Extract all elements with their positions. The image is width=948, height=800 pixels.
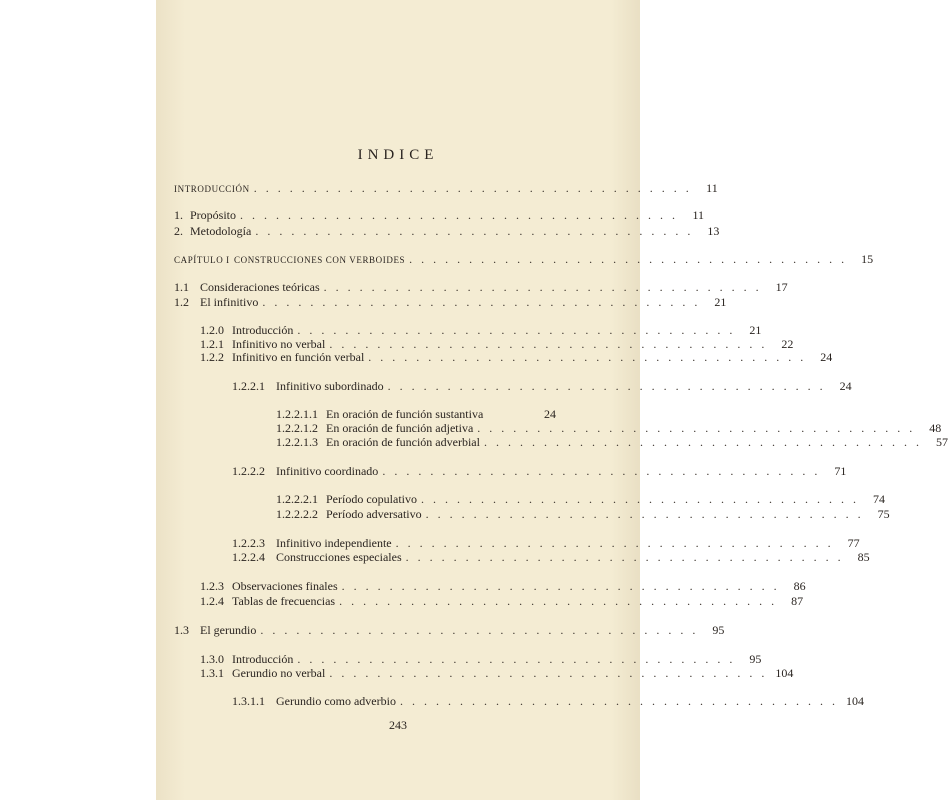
toc-entry-label: CONSTRUCCIONES CON VERBOIDES <box>234 255 406 265</box>
toc-entry-label: Período copulativo <box>326 492 417 506</box>
page-title: INDICE <box>357 147 439 163</box>
toc-entry-label: En oración de función sustantiva <box>326 407 484 421</box>
leader-dots: . . . . . . . . . . . . . . . . . . . . . . . . . . . . . . . . . . . . . <box>329 337 768 351</box>
leader-dots: . . . . . . . . . . . . . . . . . . . . . . . . . . . . . . . . . . . . . <box>395 536 834 550</box>
toc-entry-page: 95 <box>712 623 725 637</box>
toc-entry <box>174 208 705 222</box>
leader-dots: . . . . . . . . . . . . . . . . . . . . . . . . . . . . . . . . . . . . . <box>297 652 736 666</box>
toc-entry-page: 57 <box>935 435 948 449</box>
toc-entry-label: Infinitivo independiente <box>276 536 392 550</box>
leader-dots: . . . . . . . . . . . . . . . . . . . . . . . . . . . . . . . . . . . . . <box>262 295 701 309</box>
toc-entry-number: 1.2 <box>174 295 189 309</box>
toc-entry-page: 21 <box>749 323 762 337</box>
leader-dots: . . . . . . . . . . . . . . . . . . . . . . . . . . . . . . . . . . . . . <box>409 252 848 266</box>
leader-dots: . . . . . . . . . . . . . . . . . . . . . . . . . . . . . . . . . . . . . <box>240 208 679 222</box>
toc-entry <box>276 492 885 506</box>
toc-entry-number: 1.2.2.1.3 <box>276 435 318 449</box>
toc-entry-number: 1.2.2.1 <box>232 379 265 393</box>
toc-entry-label: Infinitivo coordinado <box>276 464 379 478</box>
toc-entry-label: Introducción <box>232 323 294 337</box>
leader-dots: . . . . . . . . . . . . . . . . . . . . . . . . . . . . . . . . . . . . . <box>341 579 780 593</box>
toc-entry-page: 11 <box>706 181 718 195</box>
toc-entry-number: 2. <box>174 224 183 238</box>
toc-entry-page: 75 <box>877 507 890 521</box>
toc-entry-number: 1.2.2.1.1 <box>276 407 318 421</box>
leader-dots: . . . . . . . . . . . . . . . . . . . . . . . . . . . . . . . . . . . . . <box>253 181 692 195</box>
toc-entry <box>232 536 860 550</box>
toc-entry-page: 104 <box>845 694 864 708</box>
toc-entry-number: 1.1 <box>174 280 189 294</box>
leader-dots: . . . . . . . . . . . . . . . . . . . . . . . . . . . . . . . . . . . . . <box>425 507 864 521</box>
toc-entry-label: Metodología <box>190 224 252 238</box>
toc-entry-page: 21 <box>714 295 727 309</box>
leader-dots: . . . . . . . . . . . . . . . . . . . . . . . . . . . . . . . . . . . . . <box>477 421 916 435</box>
toc-entry-label: En oración de función adjetiva <box>326 421 474 435</box>
leader-dots: . . . . . . . . . . . . . . . . . . . . . . . . . . . . . . . . . . . . . <box>420 492 859 506</box>
toc-entry-page: 24 <box>820 350 833 364</box>
toc-entry-page: 24 <box>839 379 852 393</box>
toc-entry <box>174 181 718 195</box>
leader-dots: . . . . . . . . . . . . . . . . . . . . . . . . . . . . . . . . . . . . . <box>382 464 821 478</box>
toc-entry-label: Infinitivo en función verbal <box>232 350 365 364</box>
toc-entry-label: Consideraciones teóricas <box>200 280 320 294</box>
toc-entry <box>200 652 762 666</box>
leader-dots: . . . . . . . . . . . . . . . . . . . . . . . . . . . . . . . . . . . . . <box>339 594 778 608</box>
toc-entry-number: 1.3 <box>174 623 189 637</box>
toc-entry-page: 17 <box>775 280 788 294</box>
toc-entry-number: 1. <box>174 208 183 222</box>
toc-entry-label: En oración de función adverbial <box>326 435 480 449</box>
toc-entry-label: Introducción <box>232 652 294 666</box>
toc-entry-number: 1.2.2.2.2 <box>276 507 318 521</box>
toc-entry <box>200 594 804 608</box>
toc-entry-number: CAPÍTULO I <box>174 255 230 265</box>
toc-entry-page: 71 <box>834 464 847 478</box>
toc-entry <box>174 295 727 309</box>
toc-entry-label: Gerundio no verbal <box>232 666 326 680</box>
toc-entry <box>232 464 847 478</box>
toc-entry-number: 1.2.2.2 <box>232 464 265 478</box>
leader-dots: . . . . . . . . . . . . . . . . . . . . . . . . . . . . . . . . . . . . . <box>483 435 922 449</box>
toc-entry <box>232 694 864 708</box>
toc-entry-number: 1.2.4 <box>200 594 224 608</box>
toc-entry <box>200 350 833 364</box>
toc-entry-label: Infinitivo no verbal <box>232 337 326 351</box>
toc-entry-number: 1.2.0 <box>200 323 224 337</box>
toc-entry-page: 74 <box>872 492 885 506</box>
toc-entry-number: 1.2.1 <box>200 337 224 351</box>
toc-entry <box>200 323 762 337</box>
toc-entry-label: El infinitivo <box>200 295 259 309</box>
toc-entry <box>174 224 720 238</box>
toc-entry-page: 77 <box>847 536 860 550</box>
leader-dots: . . . . . . . . . . . . . . . . . . . . . . . . . . . . . . . . . . . . . <box>260 623 699 637</box>
leader-dots: . . . . . . . . . . . . . . . . . . . . . . . . . . . . . . . . . . . . . <box>387 379 826 393</box>
toc-entry <box>174 280 788 294</box>
leader-dots: . . . . . . . . . . . . . . . . . . . . . . . . . . . . . . . . . . . . . <box>368 350 807 364</box>
toc-entry <box>200 666 794 680</box>
toc-entry-label: Observaciones finales <box>232 579 338 593</box>
toc-entry-page: 86 <box>793 579 806 593</box>
toc-entry <box>200 337 794 351</box>
leader-dots: . . . . . . . . . . . . . . . . . . . . . . . . . . . . . . . . . . . . . <box>399 694 838 708</box>
toc-entry <box>276 507 890 521</box>
toc-entry-number: 1.2.2.1.2 <box>276 421 318 435</box>
book-page <box>156 0 948 800</box>
toc-entry-number: 1.2.2 <box>200 350 224 364</box>
toc-entry <box>174 252 874 266</box>
toc-entry <box>276 421 942 435</box>
toc-entry-label: Infinitivo subordinado <box>276 379 384 393</box>
toc-entry-page: 85 <box>857 550 870 564</box>
toc-entry-label: Propósito <box>190 208 237 222</box>
toc-entry <box>276 407 556 421</box>
leader-dots: . . . . . . . . . . . . . . . . . . . . . . . . . . . . . . . . . . . . . <box>405 550 844 564</box>
toc-entry-label: Tablas de frecuencias <box>232 594 336 608</box>
toc-entry <box>232 379 852 393</box>
toc-entry <box>174 623 725 637</box>
toc-entry <box>276 435 948 449</box>
leader-dots: . . . . . . . . . . . . . . . . . . . . . . . . . . . . . . . . . . . . . <box>329 666 768 680</box>
toc-entry-page: 48 <box>929 421 942 435</box>
toc-entry-page: 15 <box>861 252 874 266</box>
toc-entry-page: 11 <box>692 208 705 222</box>
leader-dots: . . . . . . . . . . . . . . . . . . . . . . . . . . . . . . . . . . . . . <box>255 224 694 238</box>
toc-entry <box>232 550 870 564</box>
leader-dots: . . . . . . . . . . . . . . . . . . . . . . . . . . . . . . . . . . . . . <box>297 323 736 337</box>
toc-entry-number: 1.3.1.1 <box>232 694 265 708</box>
toc-entry-page: 13 <box>707 224 720 238</box>
leader-dots: . . . . . . . . . . . . . . . . . . . . . . . . . . . . . . . . . . . . . <box>323 280 762 294</box>
toc-entry-number: 1.2.2.2.1 <box>276 492 318 506</box>
toc-entry-number: 1.3.0 <box>200 652 224 666</box>
toc-entry-number: 1.2.2.3 <box>232 536 265 550</box>
toc-entry-number: 1.3.1 <box>200 666 224 680</box>
toc-entry-page: 95 <box>749 652 762 666</box>
toc-entry-label: El gerundio <box>200 623 257 637</box>
toc-entry-number: 1.2.2.4 <box>232 550 265 564</box>
toc-entry-label: Construcciones especiales <box>276 550 402 564</box>
toc-entry-page: 24 <box>544 407 556 421</box>
toc-entry-page: 87 <box>791 594 804 608</box>
toc-entry-label: INTRODUCCIÓN <box>174 184 250 194</box>
toc-entry-label: Período adversativo <box>326 507 422 521</box>
page-number: 243 <box>389 718 407 732</box>
toc-entry-page: 22 <box>781 337 794 351</box>
toc-entry-number: 1.2.3 <box>200 579 224 593</box>
toc-entry <box>200 579 806 593</box>
toc-entry-label: Gerundio como adverbio <box>276 694 396 708</box>
toc-entry-page: 104 <box>775 666 794 680</box>
